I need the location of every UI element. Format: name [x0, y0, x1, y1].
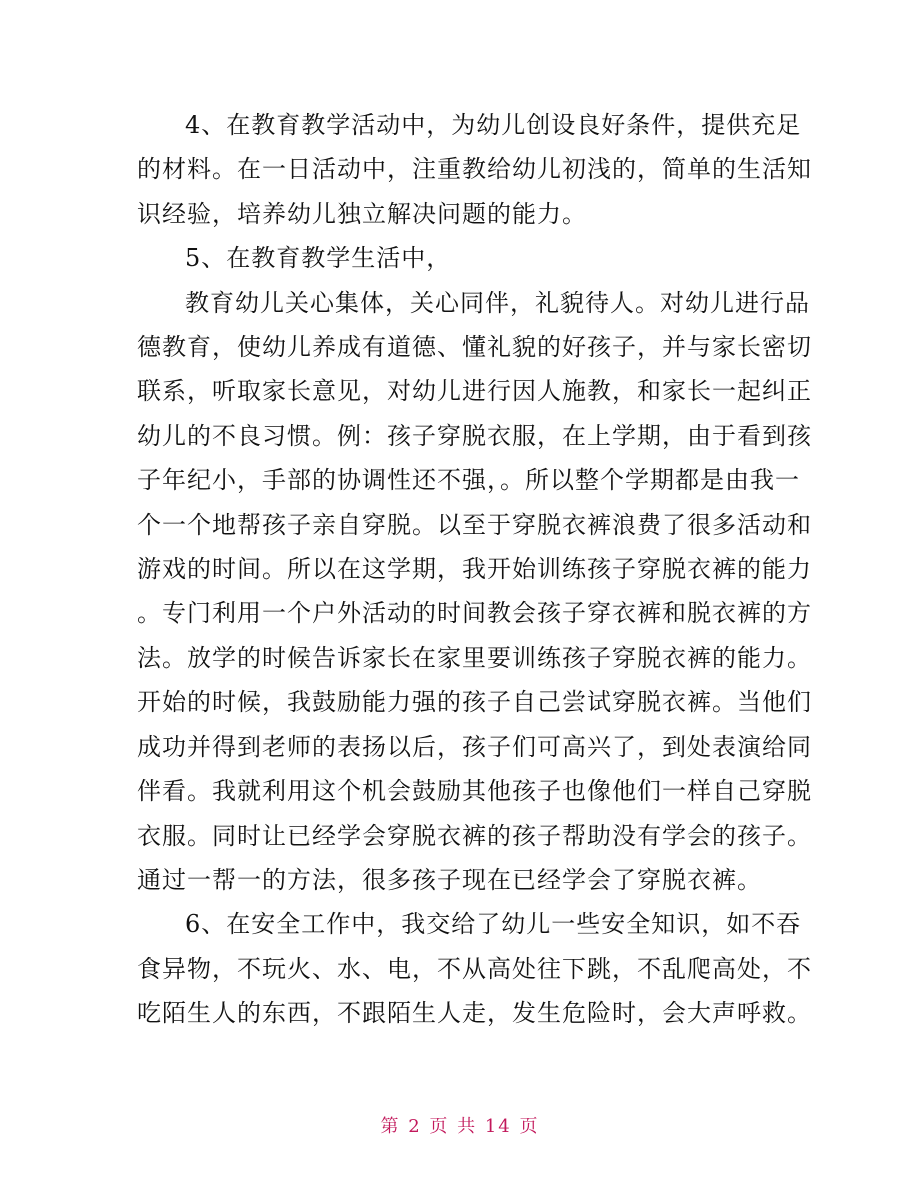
text-line: 食异物，不玩火、水、电，不从高处往下跳，不乱爬高处，不 [137, 954, 812, 983]
text-line: 。专门利用一个户外活动的时间教会孩子穿衣裤和脱衣裤的方 [137, 599, 812, 628]
text-line: 德教育，使幼儿养成有道德、懂礼貌的好孩子，并与家长密切 [137, 333, 812, 362]
text-line: 4、在教育教学活动中，为幼儿创设良好条件，提供充足 [185, 111, 802, 139]
text-line: 伴看。我就利用这个机会鼓励其他孩子也像他们一样自己穿脱 [137, 777, 812, 806]
text-line: 成功并得到老师的表扬以后，孩子们可高兴了，到处表演给同 [137, 732, 812, 761]
page-number-footer: 第 2 页 共 14 页 [380, 1116, 540, 1137]
text-line: 吃陌生人的东西，不跟陌生人走，发生危险时，会大声呼救。 [137, 999, 812, 1028]
paragraph-item-6 [137, 902, 812, 1035]
text-line: 个一个地帮孩子亲自穿脱。以至于穿脱衣裤浪费了很多活动和 [137, 510, 812, 539]
paragraph-item-5-heading [137, 236, 787, 280]
text-line: 开始的时候，我鼓励能力强的孩子自己尝试穿脱衣裤。当他们 [137, 688, 812, 717]
text-line: 教育幼儿关心集体，关心同伴，礼貌待人。对幼儿进行品 [185, 288, 810, 317]
document-body [137, 103, 812, 1036]
text-line: 联系，听取家长意见，对幼儿进行因人施教，和家长一起纠正 [137, 377, 812, 406]
text-line: 6、在安全工作中，我交给了幼儿一些安全知识，如不吞 [185, 910, 802, 939]
text-line: 识经验，培养幼儿独立解决问题的能力。 [137, 199, 587, 228]
text-line: 衣服。同时让已经学会穿脱衣裤的孩子帮助没有学会的孩子。 [137, 821, 812, 850]
text-line: 5、在教育教学生活中， [185, 244, 452, 273]
text-line: 法。放学的时候告诉家长在家里要训练孩子穿脱衣裤的能力。 [137, 643, 812, 672]
text-line: 游戏的时间。所以在这学期，我开始训练孩子穿脱衣裤的能力 [137, 555, 812, 584]
text-line: 幼儿的不良习惯。例：孩子穿脱衣服，在上学期，由于看到孩 [137, 421, 812, 450]
text-line: 的材料。在一日活动中，注重教给幼儿初浅的，简单的生活知 [137, 155, 812, 184]
text-line: 子年纪小，手部的协调性还不强，。所以整个学期都是由我一 [137, 466, 800, 495]
text-line: 通过一帮一的方法，很多孩子现在已经学会了穿脱衣裤。 [137, 865, 762, 894]
paragraph-item-4 [137, 103, 812, 236]
paragraph-item-5-body [137, 281, 812, 903]
